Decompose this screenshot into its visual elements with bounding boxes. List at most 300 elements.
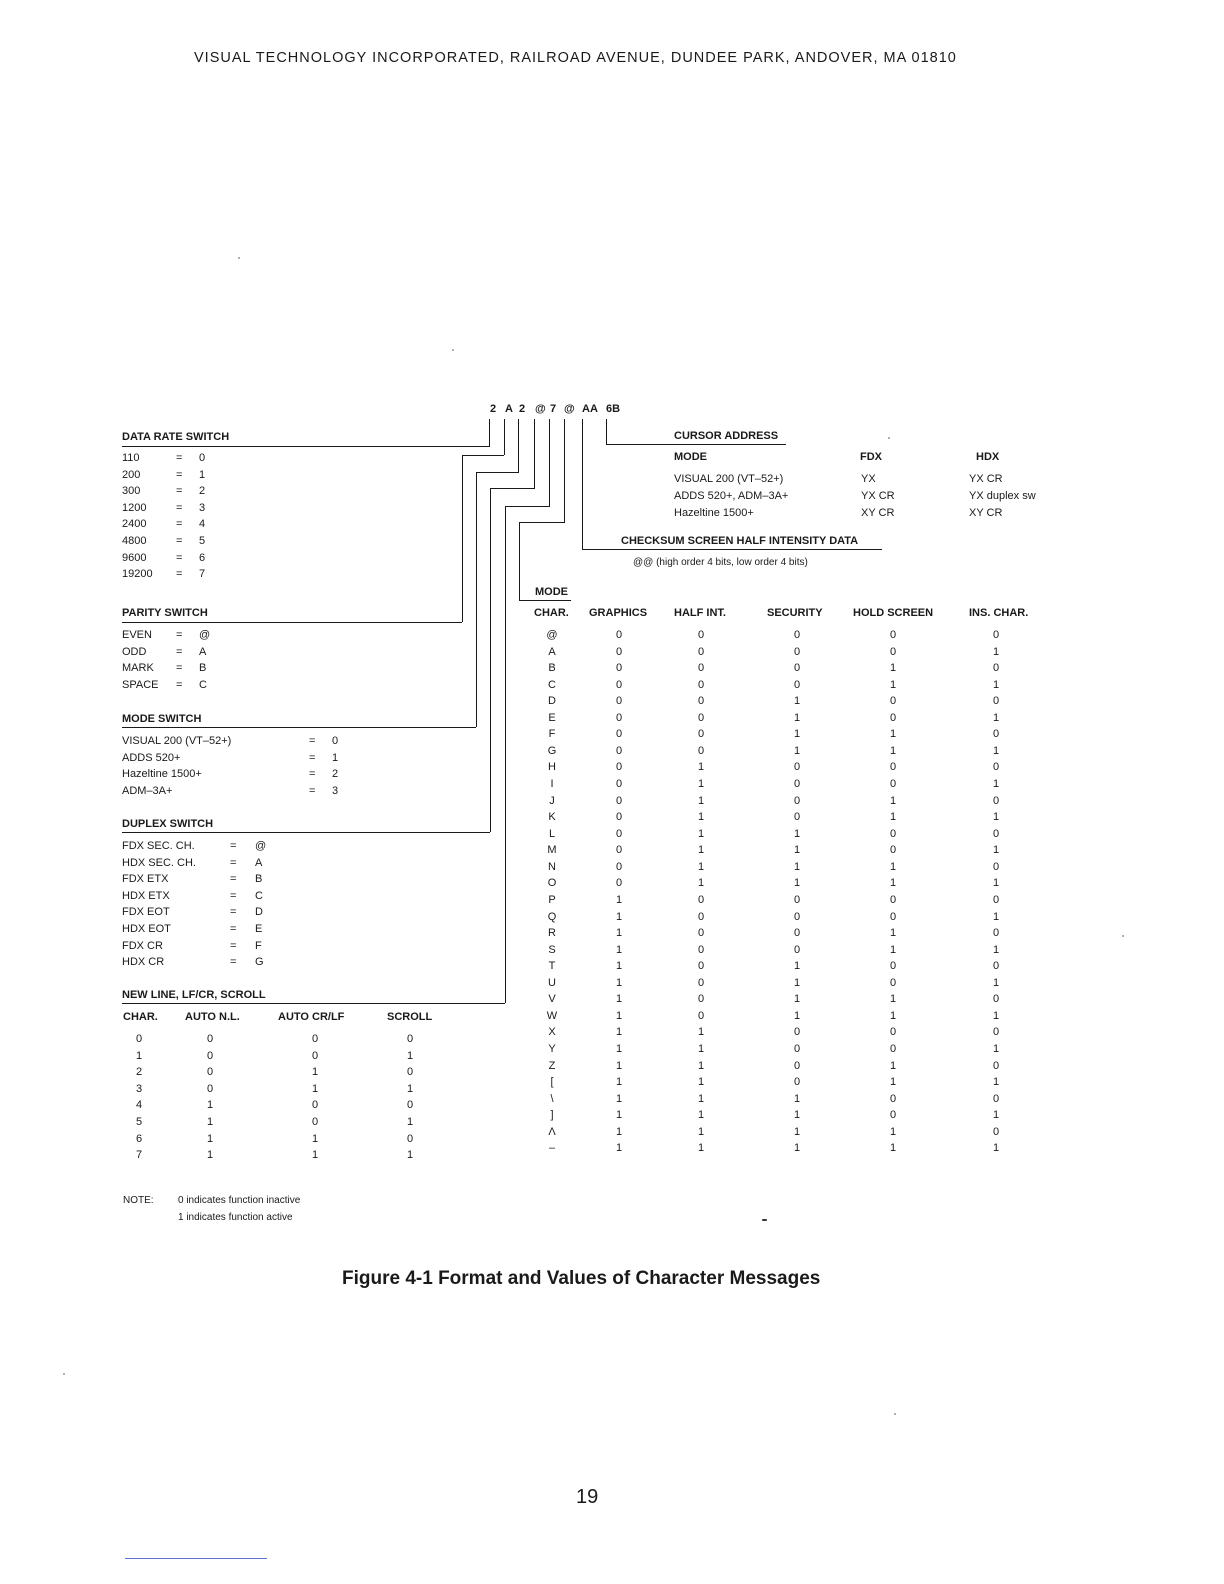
connector-segment: [122, 622, 462, 623]
mode-cell: 1: [889, 1125, 897, 1138]
new-line-cell: 1: [406, 1049, 414, 1062]
mode-cell: 0: [992, 827, 1000, 840]
new-line-cell: 1: [311, 1149, 319, 1162]
cursor-header: MODE: [674, 451, 707, 463]
cursor-cell: XY CR: [969, 507, 1003, 519]
mode-cell: 0: [992, 1125, 1000, 1138]
data-rate-cell: =: [176, 518, 183, 531]
data-rate-switch-title: DATA RATE SWITCH: [122, 431, 230, 443]
speck: [1122, 935, 1124, 937]
new-line-cell: 0: [206, 1082, 214, 1095]
mode-switch-cell: =: [309, 768, 316, 781]
mode-cell: 0: [697, 678, 705, 691]
mode-cell: 1: [889, 744, 897, 757]
mode-cell: 0: [793, 761, 801, 774]
mode-cell: 0: [615, 844, 623, 857]
mode-cell: 0: [992, 695, 1000, 708]
connector-segment: [122, 446, 489, 447]
data-rate-cell: 19200: [122, 568, 153, 581]
connector-segment: [606, 444, 786, 445]
data-rate-cell: 300: [122, 485, 141, 498]
data-rate-cell: =: [176, 535, 183, 547]
mode-cell: 1: [697, 1043, 705, 1055]
parity-cell: B: [199, 662, 207, 675]
data-rate-cell: 2: [199, 485, 206, 498]
duplex-cell: @: [255, 840, 267, 852]
mode-header: SECURITY: [767, 607, 823, 619]
mode-cell: 1: [615, 927, 623, 940]
connector-segment: [462, 455, 504, 456]
mode-cell: 1: [793, 844, 801, 857]
data-rate-cell: 1: [199, 468, 206, 481]
mode-cell: 0: [889, 761, 897, 774]
mode-header: HALF INT.: [674, 607, 726, 619]
mode-cell: 0: [793, 893, 801, 906]
mode-cell: 1: [992, 943, 1000, 956]
mode-cell: M: [547, 844, 557, 857]
mode-cell: 1: [992, 645, 1000, 658]
footer-rule: [125, 1558, 267, 1559]
mode-cell: U: [548, 976, 556, 989]
mode-cell: 0: [697, 910, 705, 923]
mode-cell: 1: [793, 728, 801, 741]
cursor-cell: YX CR: [969, 473, 1003, 485]
mode-cell: X: [548, 1026, 556, 1039]
mode-cell: 0: [793, 1076, 801, 1089]
mode-cell: 0: [889, 910, 897, 923]
mode-cell: 0: [615, 629, 623, 641]
mode-cell: 1: [793, 1092, 801, 1105]
mode-cell: 0: [793, 811, 801, 824]
duplex-cell: HDX SEC. CH.: [122, 856, 196, 869]
mode-cell: 0: [615, 744, 623, 757]
mode-cell: 1: [889, 943, 897, 956]
new-line-cell: 0: [311, 1099, 319, 1112]
data-rate-cell: =: [176, 468, 183, 481]
connector-segment: [519, 600, 571, 601]
mode-cell: 0: [615, 662, 623, 675]
mode-cell: 0: [992, 1026, 1000, 1039]
data-rate-cell: =: [176, 501, 183, 514]
mode-cell: 0: [992, 1092, 1000, 1105]
mode-cell: 1: [992, 711, 1000, 724]
mode-cell: 0: [697, 1009, 705, 1022]
mode-cell: J: [549, 794, 555, 807]
mode-cell: L: [548, 827, 556, 840]
mode-cell: 1: [992, 1043, 1000, 1055]
mode-cell: 1: [992, 910, 1000, 923]
data-rate-cell: 200: [122, 468, 141, 481]
connector-segment: [582, 549, 882, 550]
parity-cell: ODD: [122, 645, 147, 658]
data-rate-cell: =: [176, 485, 183, 498]
mode-cell: 0: [889, 711, 897, 724]
duplex-cell: D: [255, 906, 263, 919]
parity-cell: =: [176, 629, 183, 641]
data-rate-cell: =: [176, 551, 183, 564]
mode-cell: 1: [697, 877, 705, 890]
parity-switch-title: PARITY SWITCH: [122, 607, 208, 619]
parity-cell: SPACE: [122, 678, 159, 691]
mode-cell: 1: [889, 1009, 897, 1022]
cursor-cell: YX duplex sw: [969, 490, 1036, 502]
checksum-note: @@ (high order 4 bits, low order 4 bits): [633, 557, 808, 568]
connector-segment: [505, 506, 549, 507]
mode-cell: 0: [992, 893, 1000, 906]
mode-cell: 1: [793, 993, 801, 1006]
mode-cell: 0: [793, 1026, 801, 1039]
mode-cell: 1: [793, 1125, 801, 1138]
mode-cell: 1: [697, 860, 705, 873]
message-char: 7: [550, 403, 557, 415]
data-rate-cell: 4800: [122, 535, 147, 547]
mode-cell: 0: [889, 960, 897, 973]
mode-cell: 0: [793, 1043, 801, 1055]
mode-cell: 0: [889, 827, 897, 840]
mode-header: GRAPHICS: [589, 607, 648, 619]
connector-segment: [122, 1003, 505, 1004]
mode-switch-cell: 1: [332, 751, 339, 764]
data-rate-cell: =: [176, 568, 183, 581]
mode-cell: 1: [615, 1009, 623, 1022]
new-line-cell: 0: [311, 1116, 319, 1128]
mode-cell: 0: [889, 976, 897, 989]
mode-cell: 1: [697, 1142, 705, 1155]
figure-caption: Figure 4-1 Format and Values of Character Messages: [342, 1268, 821, 1289]
mode-switch-cell: 2: [332, 768, 339, 781]
mode-cell: 1: [697, 1125, 705, 1138]
mode-cell: 0: [889, 844, 897, 857]
mode-cell: 0: [615, 794, 623, 807]
mode-cell: 0: [889, 1026, 897, 1039]
cursor-cell: Hazeltine 1500+: [674, 507, 754, 519]
cursor-cell: VISUAL 200 (VT–52+): [674, 473, 784, 485]
mode-cell: 1: [615, 993, 623, 1006]
data-rate-cell: 9600: [122, 551, 147, 564]
mode-cell: 1: [793, 1109, 801, 1122]
new-line-header: AUTO CR/LF: [278, 1011, 345, 1023]
mode-cell: R: [548, 927, 556, 940]
mode-cell: 1: [992, 1142, 1000, 1155]
data-rate-cell: 1200: [122, 501, 147, 514]
speck: [238, 257, 240, 259]
mode-cell: 1: [889, 662, 897, 675]
mode-header: HOLD SCREEN: [853, 607, 934, 619]
new-line-cell: 1: [135, 1049, 143, 1062]
mode-cell: 1: [697, 778, 705, 791]
duplex-cell: =: [230, 856, 237, 869]
mode-cell: 0: [992, 629, 1000, 641]
cursor-address-title: CURSOR ADDRESS: [674, 430, 779, 442]
new-line-cell: 0: [406, 1066, 414, 1079]
mode-cell: 1: [992, 877, 1000, 890]
speck: [762, 1219, 767, 1221]
mode-cell: 1: [615, 1142, 623, 1155]
mode-cell: 0: [793, 927, 801, 940]
connector-segment: [489, 419, 490, 447]
mode-cell: 0: [697, 629, 705, 641]
new-line-cell: 1: [311, 1132, 319, 1145]
mode-cell: 0: [615, 695, 623, 708]
mode-cell: 0: [697, 728, 705, 741]
mode-cell: 0: [615, 778, 623, 791]
mode-switch-cell: =: [309, 784, 316, 797]
message-char: @: [564, 403, 575, 415]
mode-switch-cell: 3: [332, 784, 339, 797]
mode-cell: K: [548, 811, 556, 824]
mode-cell: 0: [615, 827, 623, 840]
new-line-cell: 0: [311, 1033, 319, 1045]
parity-cell: @: [199, 629, 211, 641]
mode-switch-cell: =: [309, 751, 316, 764]
connector-segment: [476, 472, 477, 727]
duplex-cell: E: [255, 923, 263, 935]
connector-segment: [564, 419, 565, 523]
mode-cell: 1: [889, 1142, 897, 1155]
note-label: NOTE:: [123, 1195, 154, 1206]
duplex-cell: HDX ETX: [122, 889, 170, 902]
connector-segment: [122, 832, 490, 833]
mode-cell: 1: [697, 794, 705, 807]
new-line-cell: 0: [406, 1033, 414, 1045]
mode-cell: 0: [697, 927, 705, 940]
mode-cell: 0: [889, 695, 897, 708]
parity-cell: C: [199, 678, 207, 691]
mode-switch-cell: Hazeltine 1500+: [122, 768, 202, 781]
mode-cell: \: [550, 1092, 554, 1105]
mode-cell: 0: [793, 778, 801, 791]
mode-cell: C: [548, 678, 556, 691]
mode-cell: G: [547, 744, 557, 757]
mode-cell: 1: [697, 1026, 705, 1039]
new-line-cell: 0: [406, 1132, 414, 1145]
connector-segment: [490, 488, 491, 832]
checksum-title: CHECKSUM SCREEN HALF INTENSITY DATA: [621, 535, 859, 547]
mode-cell: 1: [992, 678, 1000, 691]
new-line-cell: 0: [406, 1099, 414, 1112]
mode-cell: 0: [889, 1109, 897, 1122]
mode-cell: 1: [615, 1109, 623, 1122]
mode-cell: Q: [547, 910, 557, 923]
duplex-cell: A: [255, 856, 263, 869]
mode-cell: 1: [992, 1109, 1000, 1122]
mode-cell: 1: [992, 976, 1000, 989]
mode-cell: N: [548, 860, 556, 873]
mode-cell: 0: [615, 645, 623, 658]
mode-header: INS. CHAR.: [969, 607, 1029, 619]
cursor-cell: ADDS 520+, ADM–3A+: [674, 490, 789, 502]
new-line-cell: 1: [406, 1082, 414, 1095]
cursor-cell: XY CR: [861, 507, 895, 519]
mode-cell: 0: [889, 893, 897, 906]
speck: [894, 1413, 896, 1415]
mode-cell: 0: [615, 860, 623, 873]
duplex-cell: FDX SEC. CH.: [122, 840, 195, 852]
duplex-cell: FDX ETX: [122, 873, 169, 886]
mode-cell: 1: [992, 1009, 1000, 1022]
new-line-header: AUTO N.L.: [185, 1011, 240, 1023]
mode-cell: 1: [793, 711, 801, 724]
mode-cell: 0: [992, 662, 1000, 675]
new-line-cell: 4: [135, 1099, 143, 1112]
duplex-cell: =: [230, 889, 237, 902]
duplex-cell: =: [230, 906, 237, 919]
message-char: AA: [582, 403, 598, 415]
mode-cell: 1: [615, 943, 623, 956]
connector-segment: [534, 419, 535, 489]
mode-cell: S: [548, 943, 556, 956]
page-header: VISUAL TECHNOLOGY INCORPORATED, RAILROAD AVENUE, DUNDEE PARK, ANDOVER, MA 01810: [194, 50, 957, 66]
duplex-cell: HDX CR: [122, 956, 165, 969]
mode-switch-cell: 0: [332, 735, 339, 747]
page-number: 19: [576, 1486, 599, 1508]
mode-cell: 0: [793, 678, 801, 691]
mode-cell: 0: [697, 662, 705, 675]
mode-cell: 1: [992, 811, 1000, 824]
mode-switch-title: MODE SWITCH: [122, 713, 202, 725]
parity-cell: A: [199, 645, 207, 658]
mode-cell: 0: [889, 1092, 897, 1105]
duplex-cell: FDX EOT: [122, 906, 170, 919]
mode-cell: 0: [697, 976, 705, 989]
mode-cell: 1: [615, 1076, 623, 1089]
mode-cell: 1: [793, 695, 801, 708]
cursor-cell: YX CR: [861, 490, 895, 502]
mode-switch-cell: =: [309, 735, 316, 747]
mode-cell: 0: [615, 761, 623, 774]
new-line-header: CHAR.: [123, 1011, 158, 1023]
mode-cell: Λ: [548, 1125, 556, 1138]
mode-cell: 0: [697, 711, 705, 724]
mode-cell: 1: [615, 1092, 623, 1105]
connector-segment: [462, 455, 463, 622]
mode-cell: 0: [697, 893, 705, 906]
duplex-cell: =: [230, 840, 237, 852]
new-line-cell: 0: [206, 1066, 214, 1079]
mode-cell: I: [550, 778, 554, 791]
mode-cell: 1: [697, 1059, 705, 1072]
speck: [63, 1373, 65, 1375]
mode-cell: 0: [615, 728, 623, 741]
new-line-cell: 2: [135, 1066, 143, 1079]
mode-cell: H: [548, 761, 556, 774]
mode-cell: ]: [550, 1109, 554, 1122]
data-rate-cell: 3: [199, 501, 206, 514]
mode-cell: 0: [697, 943, 705, 956]
duplex-cell: B: [255, 873, 263, 886]
mode-cell: 1: [615, 960, 623, 973]
mode-cell: T: [548, 960, 556, 973]
data-rate-cell: 110: [122, 452, 140, 464]
duplex-cell: HDX EOT: [122, 923, 171, 935]
message-char: 2: [490, 403, 497, 415]
mode-cell: @: [546, 629, 558, 641]
mode-cell: 1: [615, 1043, 623, 1055]
mode-cell: Z: [548, 1059, 556, 1072]
message-char: 2: [519, 403, 526, 415]
connector-segment: [519, 522, 564, 523]
mode-cell: 1: [889, 1076, 897, 1089]
mode-cell: 0: [697, 744, 705, 757]
connector-segment: [490, 488, 534, 489]
mode-cell: 1: [889, 993, 897, 1006]
connector-segment: [505, 506, 506, 1003]
mode-cell: 0: [793, 943, 801, 956]
connector-segment: [476, 472, 518, 473]
mode-cell: 1: [793, 1142, 801, 1155]
mode-cell: F: [548, 728, 556, 741]
connector-segment: [549, 419, 550, 507]
mode-cell: 1: [889, 1059, 897, 1072]
mode-cell: 1: [697, 1109, 705, 1122]
duplex-cell: F: [255, 939, 262, 952]
mode-cell: 1: [697, 1076, 705, 1089]
parity-cell: MARK: [122, 662, 154, 675]
connector-segment: [519, 522, 520, 601]
mode-cell: 0: [992, 993, 1000, 1006]
new-line-header: SCROLL: [387, 1011, 433, 1023]
mode-cell: 0: [793, 794, 801, 807]
mode-cell: [: [550, 1076, 554, 1089]
mode-cell: 1: [793, 860, 801, 873]
mode-cell: 1: [793, 976, 801, 989]
new-line-title: NEW LINE, LF/CR, SCROLL: [122, 989, 266, 1001]
mode-cell: B: [548, 662, 556, 675]
data-rate-cell: 0: [199, 452, 206, 464]
parity-cell: =: [176, 678, 183, 691]
cursor-header: FDX: [860, 451, 882, 463]
new-line-cell: 1: [406, 1116, 414, 1128]
mode-cell: O: [547, 877, 557, 890]
speck: [888, 437, 890, 439]
new-line-cell: 1: [206, 1116, 214, 1128]
mode-cell: 0: [889, 778, 897, 791]
note-line-2: 1 indicates function active: [178, 1212, 293, 1223]
duplex-cell: =: [230, 923, 237, 935]
mode-cell: A: [548, 645, 556, 658]
mode-cell: 1: [889, 794, 897, 807]
mode-cell: W: [546, 1009, 558, 1022]
mode-cell: 1: [889, 927, 897, 940]
new-line-cell: 1: [311, 1082, 319, 1095]
data-rate-cell: 6: [199, 551, 206, 564]
message-char: A: [505, 403, 513, 415]
mode-cell: D: [548, 695, 556, 708]
mode-cell: Y: [548, 1043, 556, 1055]
parity-cell: =: [176, 645, 183, 658]
data-rate-cell: 4: [199, 518, 206, 531]
mode-cell: 0: [615, 711, 623, 724]
mode-cell: 1: [615, 1059, 623, 1072]
duplex-cell: FDX CR: [122, 939, 163, 952]
mode-cell: V: [548, 993, 556, 1006]
mode-cell: 0: [697, 695, 705, 708]
connector-segment: [122, 727, 476, 728]
mode-cell: 1: [992, 778, 1000, 791]
parity-cell: =: [176, 662, 183, 675]
mode-cell: 1: [697, 844, 705, 857]
mode-cell: 0: [697, 645, 705, 658]
mode-cell: –: [548, 1142, 556, 1155]
mode-cell: 0: [992, 728, 1000, 741]
mode-cell: 1: [793, 960, 801, 973]
mode-cell: 1: [615, 976, 623, 989]
mode-cell: 1: [793, 827, 801, 840]
message-char: @: [535, 403, 546, 415]
duplex-cell: G: [255, 956, 264, 969]
mode-cell: 0: [992, 794, 1000, 807]
mode-cell: 0: [697, 960, 705, 973]
